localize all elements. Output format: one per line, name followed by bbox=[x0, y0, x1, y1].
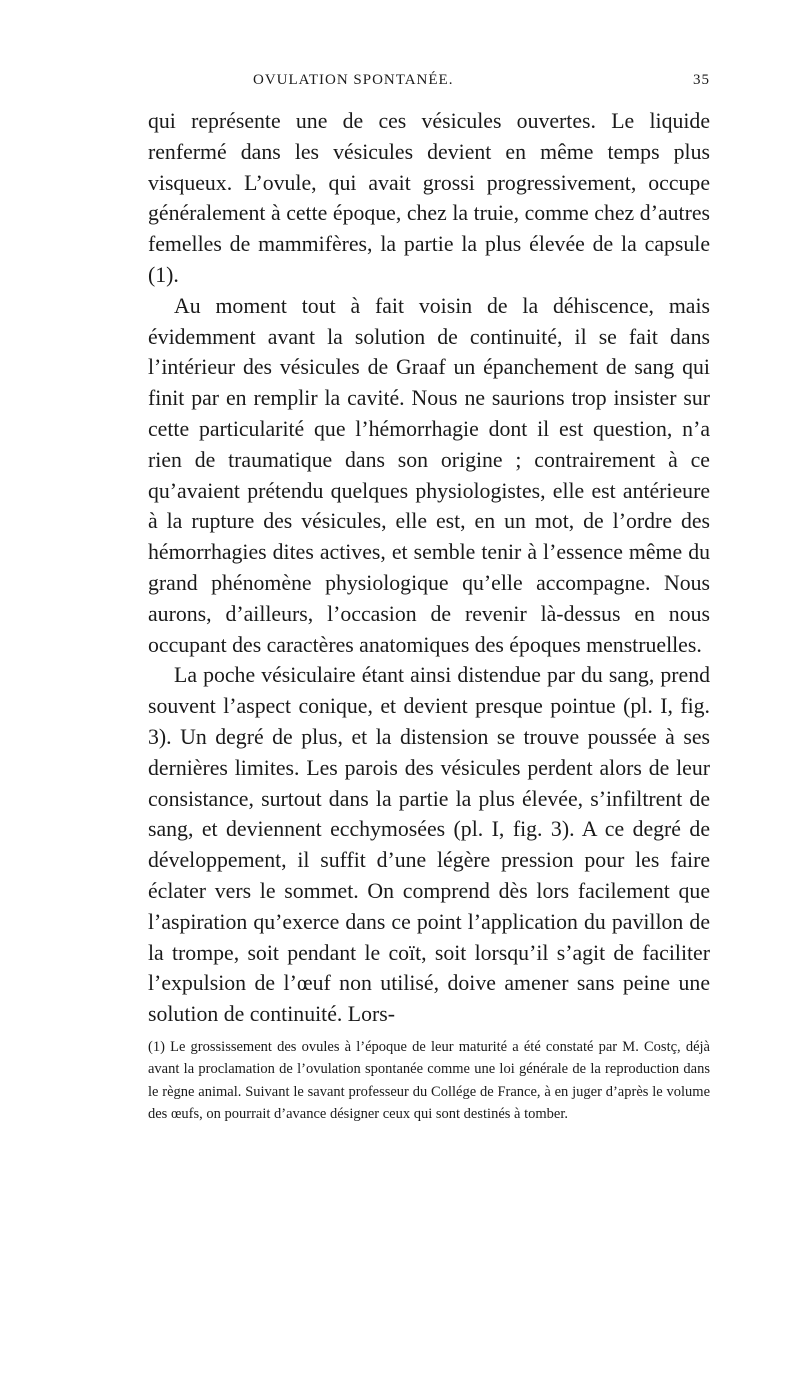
running-title: OVULATION SPONTANÉE. bbox=[253, 72, 454, 88]
page-number: 35 bbox=[693, 72, 710, 88]
paragraph-2: Au moment tout à fait voisin de la déhiscence, mais évidemment avant la solution de continuité, il se fait dans l’intérieur des vésicules de Graaf un épanchement de sang qui finit par en remplir la cavité. Nous ne saurions trop insister sur cette particularité que l’hémorrhagie dont il est question, n’a rien de traumatique dans son origine ; contrairement à ce qu’avaient prétendu quelques physiologistes, elle est antérieure à la rupture des vésicules, elle est, en un mot, de l’ordre des hémorrhagies dites actives, et semble tenir à l’essence même du grand phénomène physiologique qu’elle accompagne. Nous aurons, d’ailleurs, l’occasion de revenir là-dessus en nous occupant des caractères anatomiques des époques menstruelles. bbox=[148, 293, 710, 657]
footnote: (1) Le grossissement des ovules à l’époque de leur maturité a été constaté par M. Costç, déjà avant la proclamation de l’ovulation spontanée comme une loi générale de la reproduction dans le règne animal. Suivant le savant professeur du Collége de France, à en juger d’après le volume des œufs, on pourrait d’avance désigner ceux qui sont destinés à tomber. bbox=[148, 1038, 710, 1123]
paragraph-3: La poche vésiculaire étant ainsi distendue par du sang, prend souvent l’aspect conique, et devient presque pointue (pl. I, fig. 3). Un degré de plus, et la distension se trouve poussée à ses dernières limites. Les parois des vésicules perdent alors de leur consistance, surtout dans la partie la plus élevée, s’infiltrent de sang, et deviennent ecchymosées (pl. I, fig. 3). A ce degré de développement, il suffit d’une légère pression pour les faire éclater vers le sommet. On comprend dès lors facilement que l’aspiration qu’exerce dans ce point l’application du pavillon de la trompe, soit pendant le coït, soit lorsqu’il s’agit de faciliter l’expulsion de l’œuf non utilisé, doive amener sans peine une solution de continuité. Lors- bbox=[148, 663, 710, 1027]
body-text bbox=[148, 106, 710, 1030]
running-head bbox=[148, 72, 710, 106]
paragraph-1: qui représente une de ces vésicules ouvertes. Le liquide renfermé dans les vésicules devient en même temps plus visqueux. L’ovule, qui avait grossi progressivement, occupe généralement à cette époque, chez la truie, comme chez d’autres femelles de mammifères, la partie la plus élevée de la capsule (1). bbox=[148, 109, 710, 287]
book-page bbox=[148, 72, 710, 1126]
